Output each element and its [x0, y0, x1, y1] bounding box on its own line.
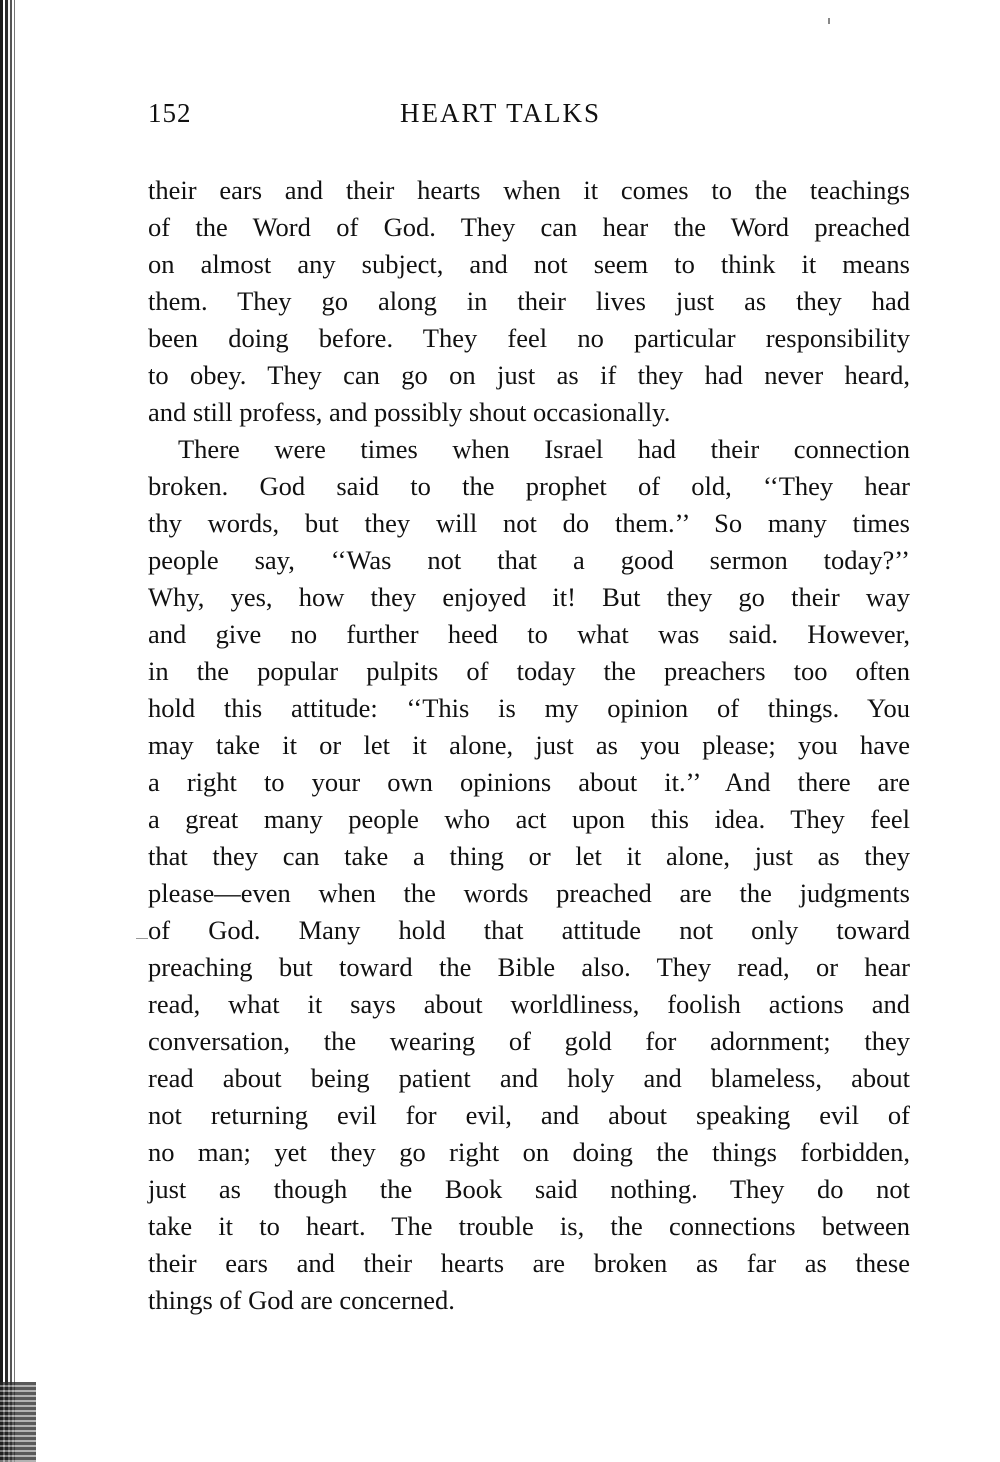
text-line: conversation, the wearing of gold for adornment; they [148, 1026, 910, 1056]
text-line: There were times when Israel had their connection [178, 434, 910, 464]
body-text [148, 172, 910, 1319]
text-line: not returning evil for evil, and about speaking evil of [148, 1100, 910, 1130]
text-line: in the popular pulpits of today the preachers too often [148, 656, 910, 686]
text-line: take it to heart. The trouble is, the connections between [148, 1211, 910, 1241]
text-line: a great many people who act upon this idea. They feel [148, 804, 910, 834]
text-line: a right to your own opinions about it.’’ And there are [148, 767, 910, 797]
text-line: broken. God said to the prophet of old, ‘‘They hear [148, 471, 910, 501]
text-line: Why, yes, how they enjoyed it! But they go their way [148, 582, 910, 612]
text-line: been doing before. They feel no particular responsibility [148, 323, 910, 353]
text-line: that they can take a thing or let it alone, just as they [148, 841, 910, 871]
page-edge-smudge [0, 1382, 36, 1462]
text-line: their ears and their hearts are broken as far as these [148, 1248, 910, 1278]
text-line: of God. Many hold that attitude not only toward [148, 915, 910, 945]
page-header [148, 98, 908, 142]
text-line: just as though the Book said nothing. They do not [148, 1174, 910, 1204]
text-line: please—even when the words preached are the judgments [148, 878, 910, 908]
text-line: on almost any subject, and not seem to think it means [148, 249, 910, 279]
text-line: read about being patient and holy and blameless, about [148, 1063, 910, 1093]
paragraph [148, 172, 910, 431]
text-line: of the Word of God. They can hear the Word preached [148, 212, 910, 242]
running-head: HEART TALKS [400, 98, 601, 128]
scan-mark [828, 18, 830, 24]
text-line: preaching but toward the Bible also. They read, or hear [148, 952, 910, 982]
text-line: to obey. They can go on just as if they had never heard, [148, 360, 910, 390]
text-line: and give no further heed to what was said. However, [148, 619, 910, 649]
text-line: things of God are concerned. [148, 1285, 455, 1315]
text-line: them. They go along in their lives just as they had [148, 286, 910, 316]
text-line: their ears and their hearts when it comes to the teachings [148, 175, 910, 205]
text-line: no man; yet they go right on doing the things forbidden, [148, 1137, 910, 1167]
text-line: may take it or let it alone, just as you please; you have [148, 730, 910, 760]
text-line: read, what it says about worldliness, foolish actions and [148, 989, 910, 1019]
scan-mark [136, 938, 148, 939]
text-line: thy words, but they will not do them.’’ So many times [148, 508, 910, 538]
text-line: people say, ‘‘Was not that a good sermon today?’’ [148, 545, 910, 575]
paragraph [148, 431, 910, 1319]
text-line: and still profess, and possibly shout occasionally. [148, 397, 671, 427]
text-line: hold this attitude: ‘‘This is my opinion of things. You [148, 693, 910, 723]
page-gutter-shadow [0, 0, 26, 1462]
page-number: 152 [148, 98, 192, 128]
